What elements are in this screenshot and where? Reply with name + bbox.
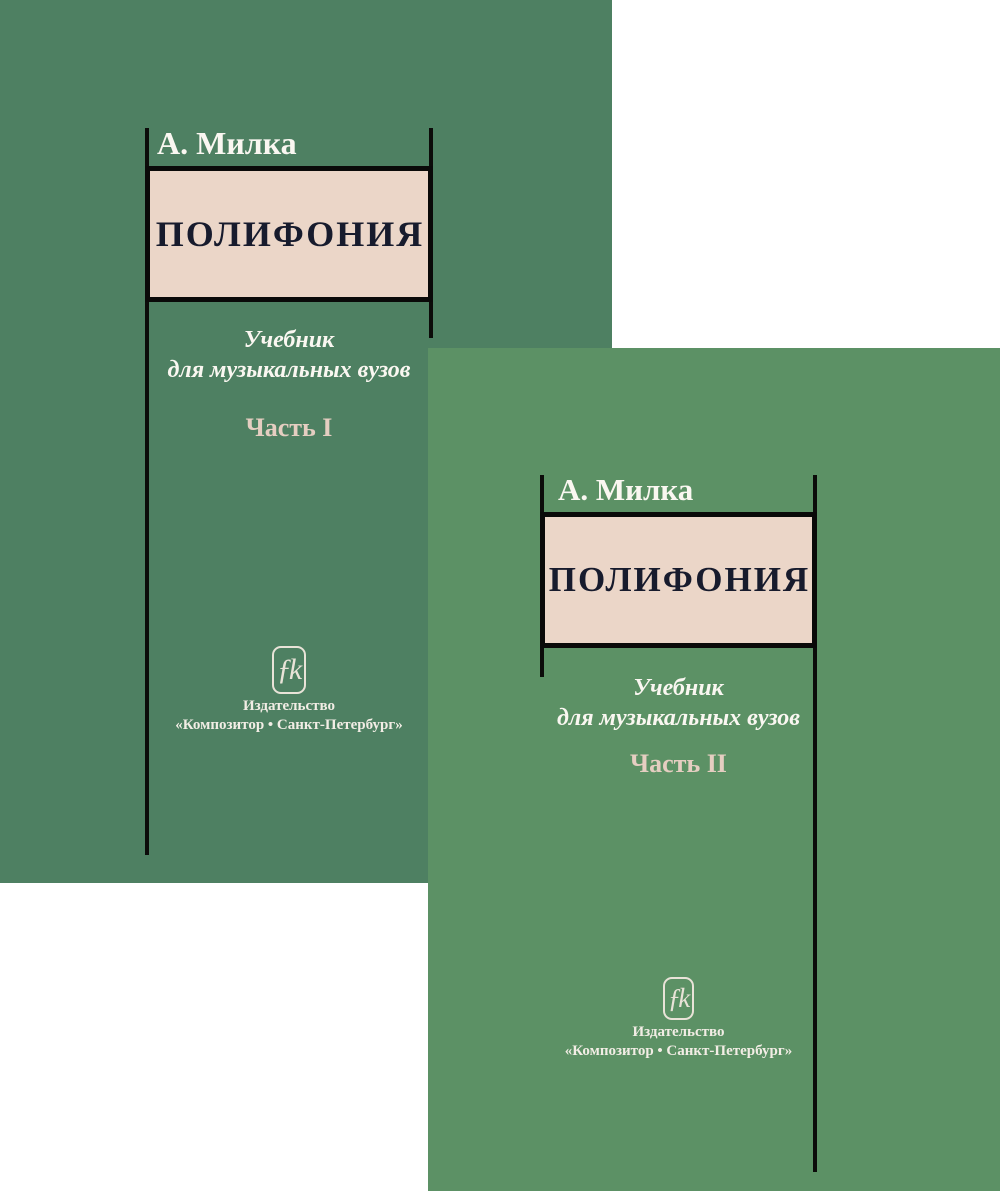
publisher-logo-glyph: ƒk	[667, 983, 688, 1013]
publisher-name-line-2: «Композитор • Санкт-Петербург»	[175, 717, 403, 733]
author-name: А. Милка	[558, 472, 694, 507]
book-cover-part-2	[428, 348, 1000, 1191]
subtitle	[540, 673, 817, 733]
subtitle-line-2: для музыкальных вузов	[556, 705, 801, 731]
publisher-logo-icon	[663, 977, 694, 1020]
title-plate	[145, 166, 433, 302]
publisher-name-line-1: Издательство	[242, 698, 336, 714]
subtitle	[145, 325, 433, 385]
publisher-block	[540, 977, 817, 1061]
part-label: Часть I	[245, 413, 333, 442]
subtitle-line-1: Учебник	[633, 675, 724, 701]
book-title: ПОЛИФОНИЯ	[548, 560, 811, 599]
book-title: ПОЛИФОНИЯ	[155, 214, 425, 254]
part-label: Часть II	[630, 749, 727, 778]
publisher-name-line-2: «Композитор • Санкт-Петербург»	[564, 1043, 793, 1059]
publisher-name-line-1: Издательство	[632, 1024, 725, 1040]
publisher-logo-icon	[272, 646, 306, 694]
author-name: А. Милка	[157, 124, 297, 161]
subtitle-line-2: для музыкальных вузов	[167, 357, 411, 383]
title-plate	[540, 512, 817, 648]
publisher-logo-glyph: ƒk	[276, 653, 300, 686]
publisher-block	[145, 646, 433, 735]
subtitle-line-1: Учебник	[243, 327, 335, 353]
